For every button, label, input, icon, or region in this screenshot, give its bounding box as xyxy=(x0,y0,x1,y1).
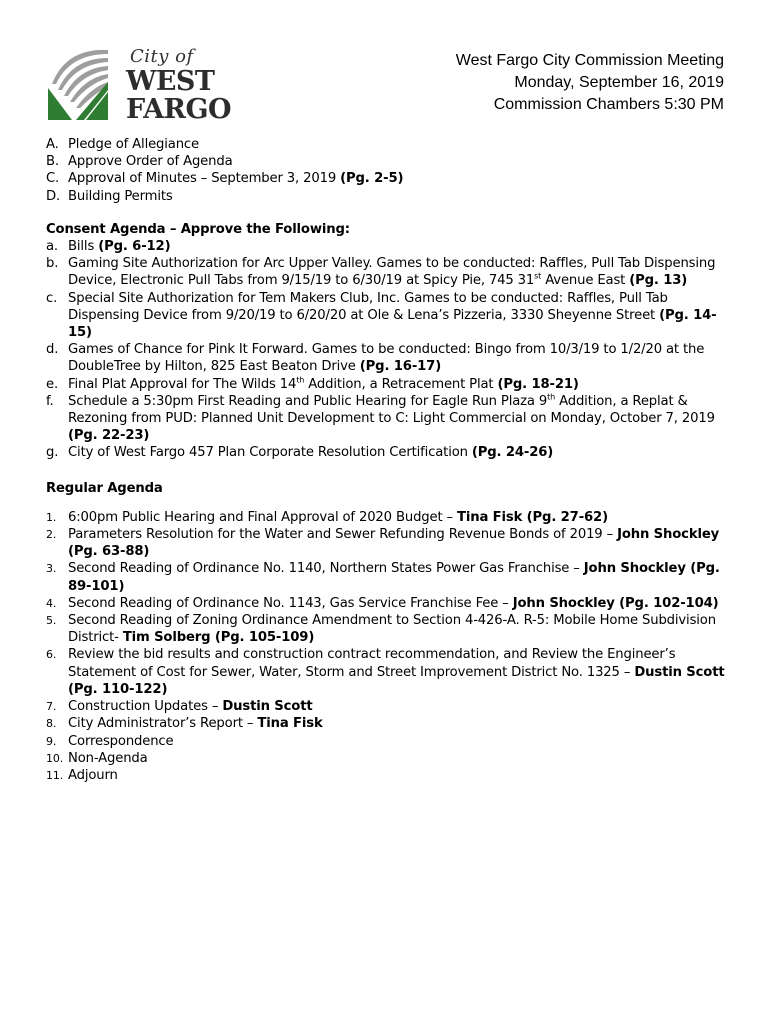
logo-fargo: FARGO xyxy=(126,94,232,125)
list-item: 4. Second Reading of Ordinance No. 1143, Gas Service Franchise Fee – John Shockley (Pg. 102-104) xyxy=(46,595,719,611)
meeting-date: Monday, September 16, 2019 xyxy=(514,74,724,91)
consent-list xyxy=(46,238,726,462)
list-item: A. Pledge of Allegiance xyxy=(46,137,199,152)
list-item: g. City of West Fargo 457 Plan Corporate Resolution Certification (Pg. 24-26) xyxy=(46,445,554,461)
meeting-header xyxy=(456,50,724,116)
meeting-location: Commission Chambers 5:30 PM xyxy=(493,96,724,113)
opening-list xyxy=(46,136,726,205)
logo-city-of: City of xyxy=(130,46,194,67)
consent-heading: Consent Agenda – Approve the Following: xyxy=(46,221,350,237)
list-item: 1. 6:00pm Public Hearing and Final Approval of 2020 Budget – Tina Fisk (Pg. 27-62) xyxy=(46,509,608,525)
regular-list xyxy=(46,509,726,784)
meeting-title: West Fargo City Commission Meeting xyxy=(455,52,724,69)
list-item: 2. Parameters Resolution for the Water and Sewer Refunding Revenue Bonds of 2019 – John Shockley (Pg. 63-88) xyxy=(46,527,720,560)
list-item: 8. City Administrator’s Report – Tina Fisk xyxy=(46,716,323,732)
agenda-content xyxy=(46,136,726,784)
city-logo xyxy=(46,44,236,124)
logo-west: WEST xyxy=(126,66,215,97)
list-item: c. Special Site Authorization for Tem Makers Club, Inc. Games to be conducted: Raffles, Pull Tab Dispensing Device from 9/20/19 to 6/20/20 at Ole & Lena’s Pizzeria, 3330 Sheyenne Street (Pg. 14-15) xyxy=(46,290,717,341)
list-item: a. Bills (Pg. 6-12) xyxy=(46,239,171,255)
list-item: 6. Review the bid results and construction contract recommendation, and Review the Engineer’s Statement of Cost for Sewer, Water, Storm and Street Improvement District No. 1325 – Dustin Scott (Pg. 110-122) xyxy=(46,647,725,697)
list-item: 3. Second Reading of Ordinance No. 1140, Northern States Power Gas Franchise – John Shockley (Pg. 89-101) xyxy=(46,561,720,594)
list-item: 5. Second Reading of Zoning Ordinance Amendment to Section 4-426-A. R-5: Mobile Home Subdivision District- Tim Solberg (Pg. 105-109) xyxy=(46,613,716,646)
list-item: d. Games of Chance for Pink It Forward. Games to be conducted: Bingo from 10/3/19 to 1/2/20 at the DoubleTree by Hilton, 825 East Beaton Drive (Pg. 16-17) xyxy=(46,342,705,375)
list-item: e. Final Plat Approval for The Wilds 14th Addition, a Retracement Plat (Pg. 18-21) xyxy=(46,375,579,392)
list-item: f. Schedule a 5:30pm First Reading and Public Hearing for Eagle Run Plaza 9th Addition, a Replat & Rezoning from PUD: Planned Unit Development to C: Light Commercial on Monday, October 7, 2019 (Pg. 22-23) xyxy=(46,392,715,444)
list-item: B. Approve Order of Agenda xyxy=(46,154,233,170)
logo-stripes-icon xyxy=(46,44,126,124)
regular-heading: Regular Agenda xyxy=(46,480,163,496)
list-item: 7. Construction Updates – Dustin Scott xyxy=(46,699,313,715)
list-item: b. Gaming Site Authorization for Arc Upper Valley. Games to be conducted: Raffles, Pull Tab Dispensing Device, Electronic Pull Tabs from 9/15/19 to 6/30/19 at Spicy Pie, 745 31st Avenue East (Pg. 13) xyxy=(46,256,716,289)
list-item: 11. Adjourn xyxy=(46,767,118,783)
list-item: 10. Non-Agenda xyxy=(46,750,148,766)
list-item: 9. Correspondence xyxy=(46,733,174,749)
list-item: C. Approval of Minutes – September 3, 2019 (Pg. 2-5) xyxy=(46,171,404,187)
list-item: D. Building Permits xyxy=(46,188,173,204)
